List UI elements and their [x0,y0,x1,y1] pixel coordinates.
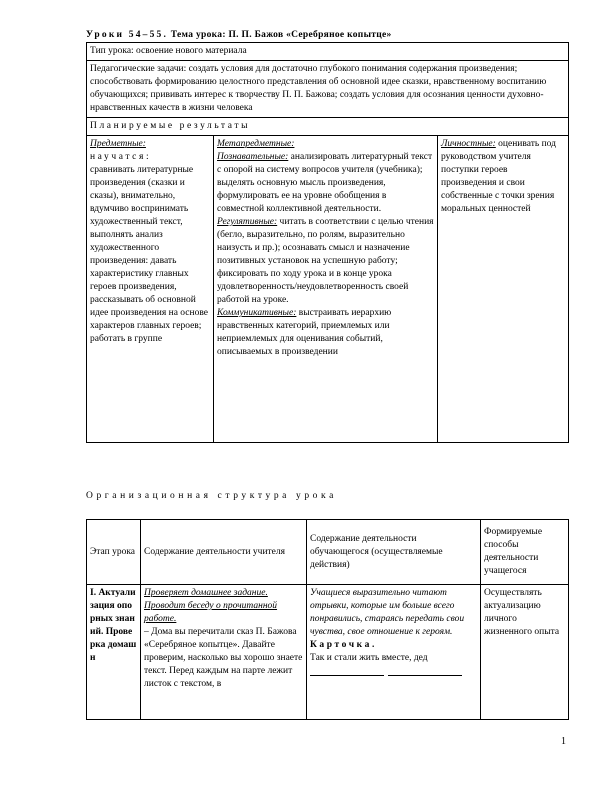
communicative-text: выстраивать иерархию нравственных категорий, приемлемых или неприемлемых для оценивания событий, описываемых в произведении [217,308,392,357]
lesson-type: Тип урока: освоение нового материала [90,46,247,56]
personal-text: оценивать под руководством учителя поступки героев произведения и свои собственные с точки зрения моральных ценностей [441,139,556,214]
lesson-topic: Тема урока: П. П. Бажов «Серебряное копытце» [170,30,392,40]
card-text: Так и стали жить вместе, дед [310,653,428,663]
regulatory-label: Регулятивные: [217,217,278,227]
org-table-header-row [87,520,568,585]
metasubject-results-cell [214,136,438,442]
lesson-title [86,30,392,40]
org-table-row [87,585,568,720]
cognitive-label: Познавательные: [217,152,289,162]
org-structure-table [86,519,569,720]
page-number: 1 [561,736,566,747]
lesson-plan-table [86,42,569,443]
regulatory-text: читать в соответствии с целью чтения (бегло, выразительно, по ролям, выразительно наизусть и пр.); осознавать смысл и назначение позитивных установок на успешную работу; фиксировать по ходу урока и в конце урока удовлетворенность/неудовлетворенность своей работой на уроке. [217,217,434,305]
org-structure-title: Организационная структура урока [86,491,337,501]
teacher-text: – Дома вы перечитали сказ П. Бажова «Серебряное копытце». Давайте проверим, насколько вы хорошо знаете текст. Перед каждым на парте лежит листок с текстом, в [144,627,303,689]
metasubject-label: Метапредметные: [217,139,295,149]
header-student: Содержание деятельности обучающегося (осуществляемые действия) [307,520,481,584]
stage-cell: I. Актуализация опорных знаний. Проверка домашн [87,585,141,720]
formed-cell: Осуществлять актуализацию личного жизненного опыта [484,588,560,637]
header-stage: Этап урока [87,520,141,584]
student-italic: Учащиеся выразительно читают отрывки, которые им больше всего понравились, стараясь передать свои чувства, свое отношение к героям. [310,588,465,637]
teacher-italic: Проверяет домашнее задание. Проводит беседу о прочитанной работе. [144,588,278,624]
subject-label: Предметные: [90,139,146,149]
blank-line [310,667,384,676]
personal-label: Личностные: [441,139,496,149]
planned-results-row [87,136,568,442]
fill-in-blanks [310,667,477,676]
cognitive-text: анализировать литературный текст с опорой на систему вопросов учителя (учебника); выделять основную мысль произведения, формулировать ее на уровне обобщения в совместной коллективной деятельности. [217,152,433,214]
header-formed: Формируемые способы деятельности учащегося [484,527,543,576]
personal-results-cell [438,136,568,442]
header-teacher: Содержание деятельности учителя [141,520,307,584]
blank-line [388,667,462,676]
pedagogical-tasks-row [87,61,568,118]
planned-results-title: Планируемые результаты [90,121,251,131]
planned-results-title-row [87,118,568,136]
teacher-cell [141,585,307,720]
will-learn-label: научатся: [90,152,152,162]
pedagogical-tasks: Педагогические задачи: создать условия для достаточно глубокого понимания содержания произведения; способствовать формированию целостного представления об основной идее сказки, нравственному воспитанию обучающихся; прививать интерес к творчеству П. П. Бажова; создать условия для осознания ценности духовно-нравственных качеств в жизни человека [90,64,547,113]
communicative-label: Коммуникативные: [217,308,297,318]
subject-results-cell [87,136,214,442]
lesson-type-row [87,43,568,61]
subject-text: сравнивать литературные произведения (сказки и сказы), внимательно, вдумчиво воспринимать художественный текст, выполнять анализ художественного произведения: давать характеристику главных героев произведения, рассказывать об основной идее произведения на основе характеров главных героев; работать в группе [90,165,208,344]
lesson-number: Уроки 54–55. [86,30,169,40]
card-label: Карточка. [310,640,377,650]
student-cell [307,585,481,720]
